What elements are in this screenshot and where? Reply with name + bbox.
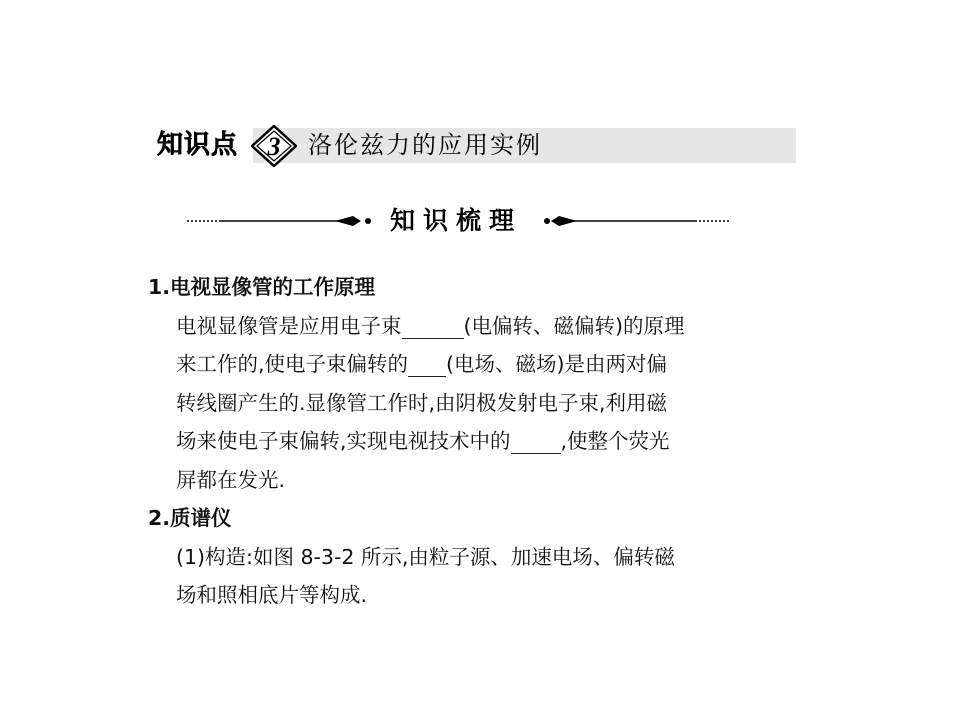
- item-1-line-3: 转线圈产生的.显像管工作时,由阴极发射电子束,利用磁: [176, 390, 668, 415]
- diamond-badge-icon: [251, 125, 297, 167]
- item-1-line-1: 电视显像管是应用电子束 (电偏转、磁偏转)的原理: [176, 313, 685, 338]
- section-title: 知识梳理: [390, 206, 523, 235]
- item-2-heading: 2.质谱仪: [148, 506, 232, 530]
- fill-blank-2: [408, 350, 446, 377]
- fill-blank-1: [402, 312, 464, 339]
- content-body: [148, 268, 808, 615]
- item-1-line-5: 屏都在发光.: [176, 467, 286, 492]
- item-2-line-1: (1)构造:如图 8-3-2 所示,由粒子源、加速电场、偏转磁: [176, 544, 675, 569]
- section-label: 知识点: [157, 128, 253, 163]
- fill-blank-3: [511, 427, 561, 454]
- section-number-badge: [251, 125, 297, 167]
- header-title: 洛伦兹力的应用实例: [308, 131, 542, 159]
- item-2-line-2: 场和照相底片等构成.: [176, 583, 368, 607]
- item-1-line-4: 场来使电子束偏转,实现电视技术中的 ,使整个荧光: [176, 429, 670, 453]
- item-1-line-2: 来工作的,使电子束偏转的 (电场、磁场)是由两对偏: [176, 352, 668, 376]
- section-number: 3: [267, 132, 281, 161]
- item-1-heading: 1.电视显像管的工作原理: [148, 275, 376, 299]
